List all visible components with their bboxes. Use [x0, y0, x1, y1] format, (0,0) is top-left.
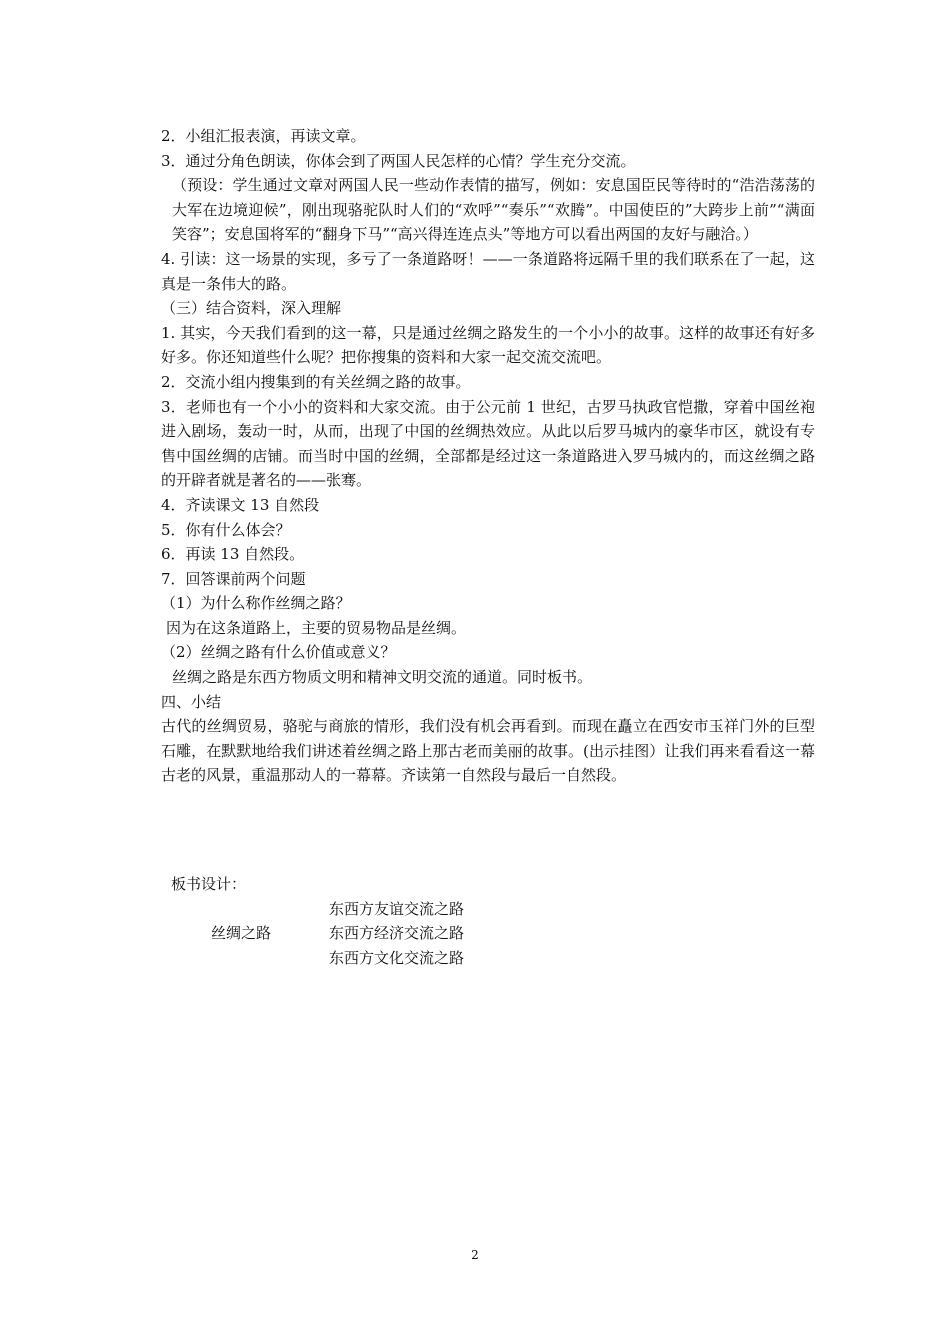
paragraph-3-role-reading: 3．通过分角色朗读，你体会到了两国人民怎样的心情？学生充分交流。 [161, 151, 636, 170]
section-heading-3: （三）结合资料，深入理解 [161, 299, 342, 318]
board-row-3 [171, 946, 465, 971]
question-1: （1）为什么称作丝绸之路？ [161, 594, 351, 613]
section-heading-summary: 四、小结 [161, 692, 222, 711]
page-number: 2 [471, 1248, 479, 1262]
paragraph-3-teacher-material: 3．老师也有一个小小的资料和大家交流。由于公元前 1 世纪，古罗马执政官恺撒，穿着中国丝袍进入剧场，轰动一时，从而，出现了中国的丝绸热效应。从此以后罗马城内的豪华市区，就设有专售中国丝绸的店铺。而当时中国的丝绸，全部都是经过这一条道路进入罗马城内的，而这丝绸之路的开辟者就是著名的——张骞。 [161, 397, 815, 490]
board-row-2 [171, 921, 465, 946]
paragraph-summary: 古代的丝绸贸易，骆驼与商旅的情形，我们没有机会再看到。而现在矗立在西安市玉祥门外的巨型石雕，在默默地给我们讲述着丝绸之路上那古老而美丽的故事。(出示挂图）让我们再来看看这一幕古老的风景，重温那动人的一幕幕。齐读第一自然段与最后一自然段。 [161, 717, 815, 785]
paragraph-2-group-report: 2．小组汇报表演，再读文章。 [161, 127, 366, 145]
board-design [171, 872, 465, 970]
paragraph-preset-note: （预设：学生通过文章对两国人民一些动作表情的描写，例如：安息国臣民等待时的“浩浩荡荡的大军在边境迎候”，刚出现骆驼队时人们的“欢呼”“奏乐”“欢腾”。中国使臣的”大跨步上前”“满面笑容”；安息国将军的“翻身下马”“高兴得连连点头”等地方可以看出两国的友好与融洽。） [172, 176, 815, 244]
paragraph-2-exchange: 2．交流小组内搜集到的有关丝绸之路的故事。 [161, 372, 471, 391]
body-text [147, 124, 815, 788]
answer-2: 丝绸之路是东西方物质文明和精神文明交流的通道。同时板书。 [172, 668, 593, 687]
question-2: （2）丝绸之路有什么价值或意义？ [161, 643, 396, 662]
board-item-economy: 东西方经济交流之路 [329, 924, 465, 943]
paragraph-4-read-together: 4．齐读课文 13 自然段 [161, 495, 320, 514]
board-title: 板书设计： [171, 875, 247, 893]
paragraph-4-guided-reading: 4. 引读：这一场景的实现，多亏了一条道路呀！——一条道路将远隔千里的我们联系在了一起，这真是一条伟大的路。 [161, 249, 815, 293]
answer-1: 因为在这条道路上，主要的贸易物品是丝绸。 [166, 618, 467, 637]
board-center-label: 丝绸之路 [211, 924, 272, 943]
paragraph-5-feelings: 5．你有什么体会？ [161, 520, 291, 539]
paragraph-7-answer: 7．回答课前两个问题 [161, 569, 306, 588]
board-row-1 [171, 897, 465, 922]
paragraph-6-reread: 6．再读 13 自然段。 [161, 545, 305, 564]
paragraph-1-story: 1. 其实，今天我们看到的这一幕，只是通过丝绸之路发生的一个小小的故事。这样的故事还有好多好多。你还知道些什么呢？把你搜集的资料和大家一起交流交流吧。 [161, 323, 815, 367]
board-item-culture: 东西方文化交流之路 [329, 948, 465, 967]
board-item-friendship: 东西方友谊交流之路 [329, 899, 465, 918]
